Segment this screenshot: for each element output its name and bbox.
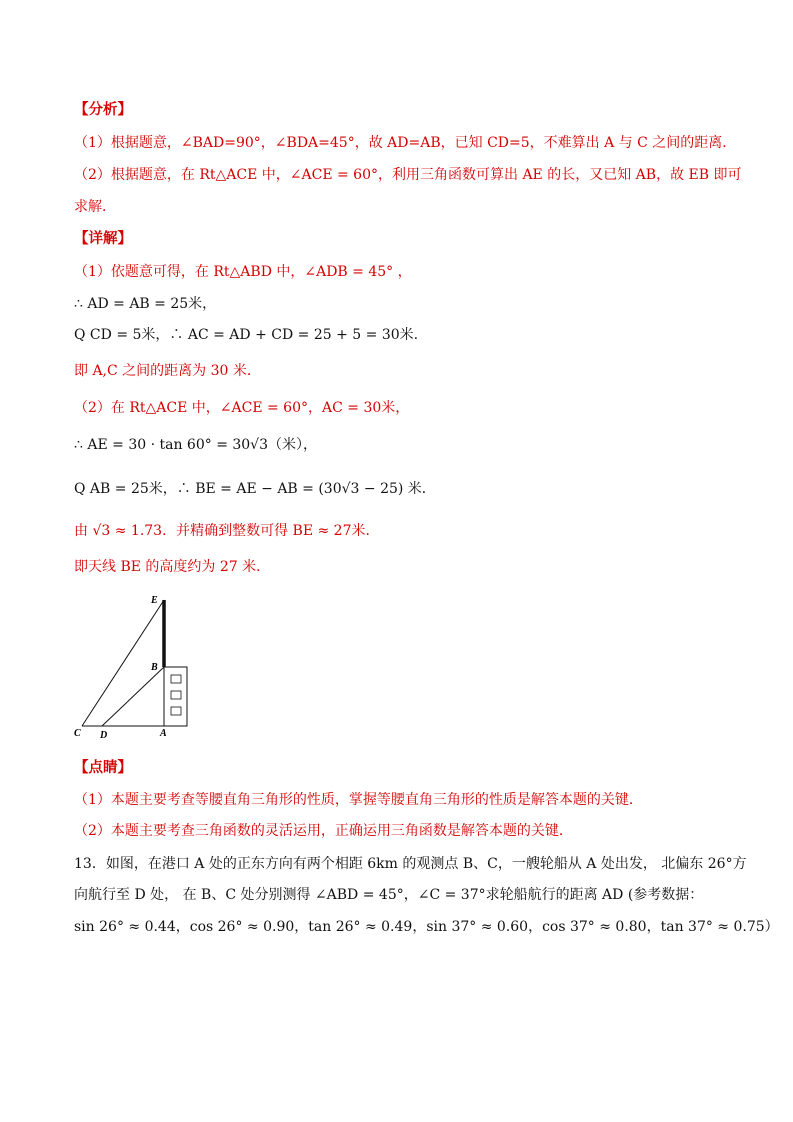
problem-13-line-3: sin 26° ≈ 0.44，cos 26° ≈ 0.90，tan 26° ≈ 0.49，sin 37° ≈ 0.60，cos 37° ≈ 0.80，tan 37° ≈ 0.75） bbox=[74, 919, 779, 935]
building bbox=[164, 667, 187, 726]
detail-line-5: （2）在 Rt△ACE 中，∠ACE = 60°，AC = 30米， bbox=[74, 400, 410, 416]
problem-13-line-2: 向航行至 D 处， 在 B、C 处分别测得 ∠ABD = 45°，∠C = 37°求轮船航行的距离 AD (参考数据： bbox=[74, 887, 704, 903]
line-DB bbox=[102, 667, 164, 726]
detail-line-8: 由 √3 ≈ 1.73．并精确到整数可得 BE ≈ 27米． bbox=[74, 523, 380, 539]
points-paragraph-2: （2）本题主要考查三角函数的灵活运用，正确运用三角函数是解答本题的关键． bbox=[74, 823, 573, 839]
analysis-paragraph-2-cont: 求解． bbox=[74, 199, 116, 215]
detail-heading: 【详解】 bbox=[74, 230, 132, 247]
label-B: B bbox=[151, 662, 158, 673]
detail-line-3: Q CD = 5米，∴ AC = AD + CD = 25 + 5 = 30米. bbox=[74, 327, 419, 343]
points-paragraph-1: （1）本题主要考查等腰直角三角形的性质，掌握等腰直角三角形的性质是解答本题的关键． bbox=[74, 792, 643, 808]
building-window-3 bbox=[171, 707, 181, 715]
label-E: E bbox=[151, 595, 158, 606]
label-D: D bbox=[100, 730, 108, 740]
detail-line-9: 即天线 BE 的高度约为 27 米． bbox=[74, 559, 271, 575]
problem-13-line-1: 13．如图，在港口 A 处的正东方向有两个相距 6km 的观测点 B、C，一艘轮船从 A 处出发， 北偏东 26°方 bbox=[74, 856, 747, 872]
analysis-heading: 【分析】 bbox=[74, 101, 132, 118]
detail-line-1: （1）依题意可得，在 Rt△ABD 中，∠ADB = 45° ， bbox=[74, 264, 412, 280]
points-heading: 【点睛】 bbox=[74, 759, 132, 776]
detail-line-4: 即 A,C 之间的距离为 30 米． bbox=[74, 363, 261, 379]
label-C: C bbox=[74, 728, 81, 739]
building-window-2 bbox=[171, 691, 181, 699]
detail-line-6: ∴ AE = 30 · tan 60° = 30√3（米）， bbox=[74, 437, 318, 453]
analysis-paragraph-2: （2）根据题意，在 Rt△ACE 中，∠ACE = 60°，利用三角函数可算出 AE 的长，又已知 AB，故 EB 即可 bbox=[74, 167, 742, 183]
detail-line-2: ∴ AD = AB = 25米， bbox=[74, 296, 217, 312]
geometry-diagram bbox=[72, 590, 202, 740]
label-A: A bbox=[160, 728, 167, 739]
analysis-paragraph-1: （1）根据题意，∠BAD=90°，∠BDA=45°，故 AD=AB，已知 CD=5，不难算出 A 与 C 之间的距离． bbox=[74, 135, 737, 151]
building-window-1 bbox=[171, 675, 181, 683]
detail-line-7: Q AB = 25米，∴ BE = AE − AB = (30√3 − 25) 米． bbox=[74, 481, 436, 497]
